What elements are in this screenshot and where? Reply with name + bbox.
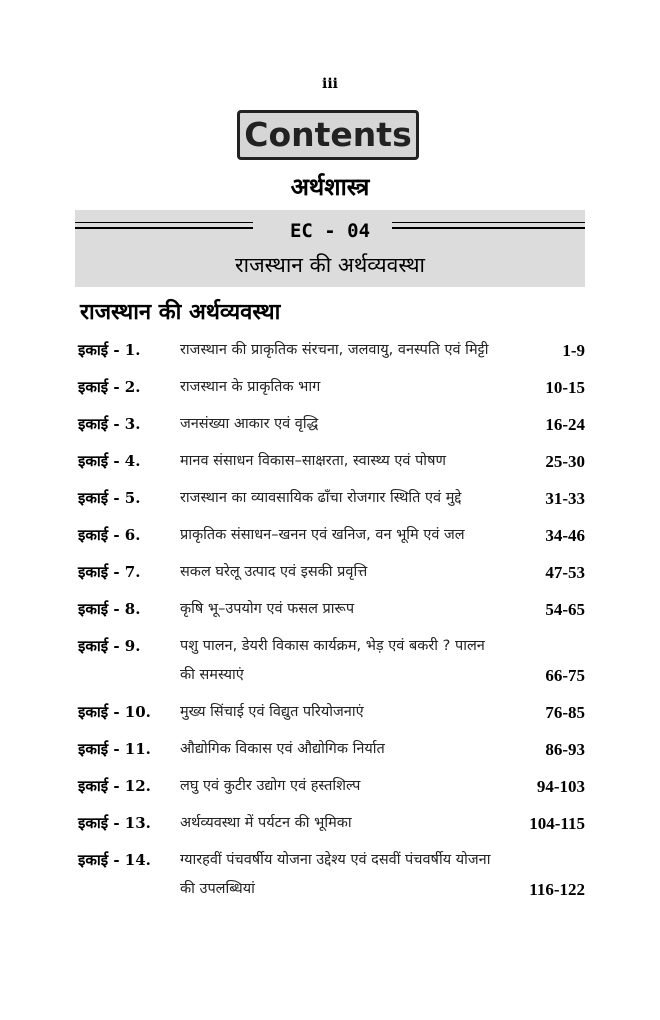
unit-pages: 86-93 <box>545 740 585 759</box>
contents-heading: Contents <box>237 110 419 160</box>
unit-label: इकाई - 2. <box>78 378 141 396</box>
unit-title: कृषि भू–उपयोग एवं फसल प्रारूप <box>180 601 355 617</box>
unit-pages: 31-33 <box>545 489 585 508</box>
unit-label: इकाई - 1. <box>78 341 141 359</box>
unit-title: मुख्य सिंचाई एवं विद्युत परियोजनाएं <box>180 704 364 720</box>
unit-pages: 54-65 <box>545 600 585 619</box>
unit-title: जनसंख्या आकार एवं वृद्धि <box>180 416 319 432</box>
unit-pages: 16-24 <box>545 415 585 434</box>
unit-title: लघु एवं कुटीर उद्योग एवं हस्तशिल्प <box>180 778 361 794</box>
unit-pages: 10-15 <box>545 378 585 397</box>
unit-title: राजस्थान की प्राकृतिक संरचना, जलवायु, वनस्पति एवं मिट्टी <box>180 342 489 358</box>
unit-label: इकाई - 8. <box>78 600 141 618</box>
unit-label: इकाई - 4. <box>78 452 141 470</box>
unit-pages: 94-103 <box>536 777 585 796</box>
unit-label: इकाई - 7. <box>78 563 141 581</box>
unit-label: इकाई - 14. <box>78 851 151 869</box>
unit-pages: 76-85 <box>545 703 585 722</box>
unit-label: इकाई - 9. <box>78 637 141 655</box>
unit-label: इकाई - 12. <box>78 777 151 795</box>
unit-title: ग्यारहवीं पंचवर्षीय योजना उद्देश्य एवं दसवीं पंचवर्षीय योजना की उपलब्धियां <box>180 852 491 897</box>
unit-label: इकाई - 6. <box>78 526 141 544</box>
unit-pages: 34-46 <box>545 526 585 545</box>
unit-pages: 116-122 <box>529 880 585 899</box>
unit-label: इकाई - 5. <box>78 489 141 507</box>
unit-title: राजस्थान का व्यावसायिक ढाँचा रोजगार स्थिति एवं मुद्दे <box>180 490 462 506</box>
subject-title: अर्थशास्त्र <box>290 173 370 201</box>
unit-pages: 47-53 <box>545 563 585 582</box>
unit-pages: 1-9 <box>562 341 585 360</box>
unit-title: अर्थव्यवस्था में पर्यटन की भूमिका <box>180 815 352 831</box>
unit-title: पशु पालन, डेयरी विकास कार्यक्रम, भेड़ एवं बकरी ? पालन की समस्याएं <box>180 638 485 683</box>
unit-label: इकाई - 3. <box>78 415 141 433</box>
course-code: EC - 04 <box>289 220 371 242</box>
unit-title: राजस्थान के प्राकृतिक भाग <box>180 379 321 395</box>
unit-label: इकाई - 10. <box>78 703 151 721</box>
contents-list <box>78 336 585 904</box>
section-title: राजस्थान की अर्थव्यवस्था <box>80 300 281 325</box>
unit-pages: 25-30 <box>545 452 585 471</box>
unit-label: इकाई - 11. <box>78 740 151 758</box>
unit-title: औद्योगिक विकास एवं औद्योगिक निर्यात <box>180 741 385 757</box>
page-number: iii <box>322 76 338 92</box>
unit-label: इकाई - 13. <box>78 814 151 832</box>
unit-title: मानव संसाधन विकास–साक्षरता, स्वास्थ्य एवं पोषण <box>180 453 446 469</box>
unit-pages: 104-115 <box>529 814 585 833</box>
unit-title: सकल घरेलू उत्पाद एवं इसकी प्रवृत्ति <box>180 564 368 580</box>
unit-pages: 66-75 <box>545 666 585 685</box>
unit-title: प्राकृतिक संसाधन–खनन एवं खनिज, वन भूमि एवं जल <box>180 527 465 543</box>
course-title: राजस्थान की अर्थव्यवस्था <box>235 253 425 277</box>
